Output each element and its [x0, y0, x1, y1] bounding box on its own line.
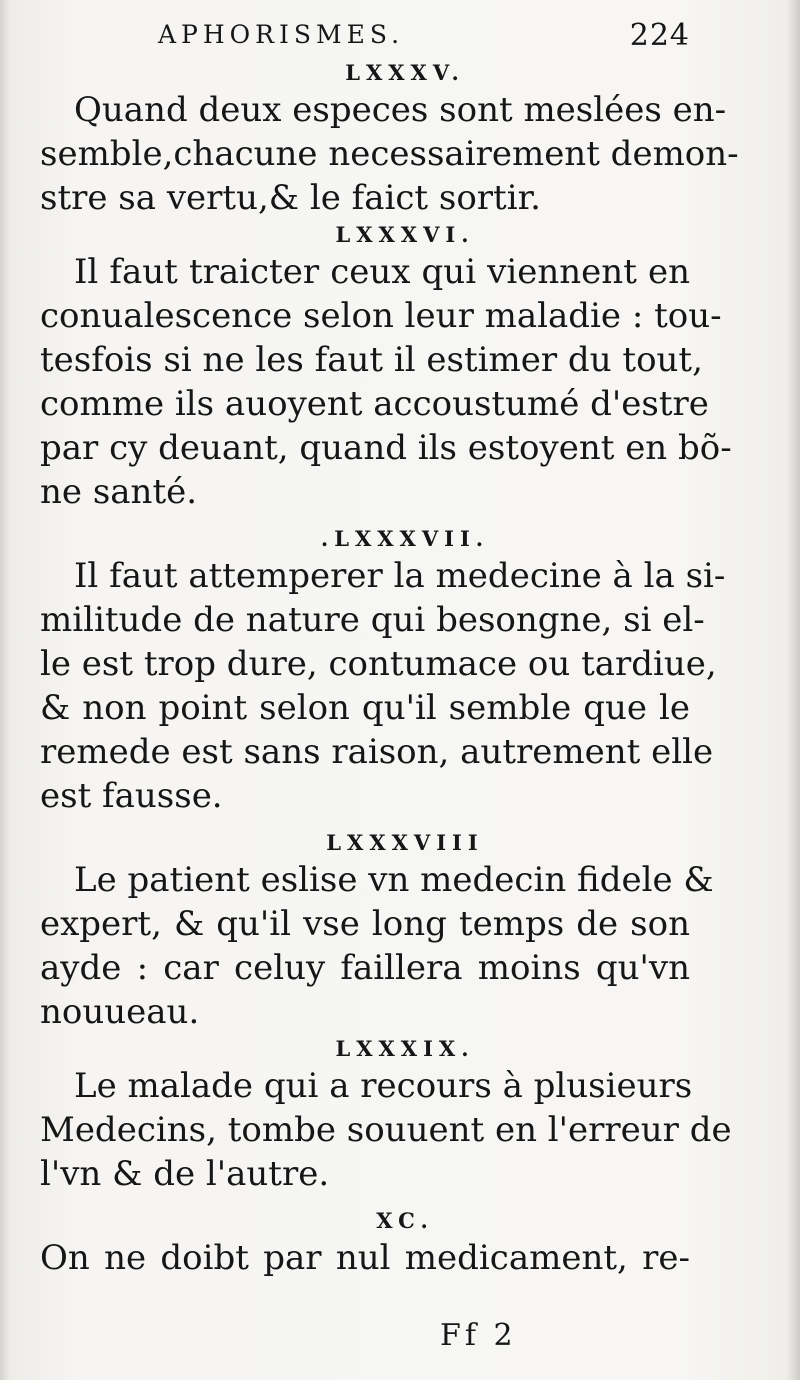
aphorism-number: LXXXVIII: [326, 830, 484, 855]
text-line: nouueau.: [40, 992, 200, 1032]
text-line: comme ils auoyent accoustumé d'estre: [40, 384, 709, 424]
text-line: tesfois si ne les faut il estimer du tout,: [40, 340, 703, 380]
aphorism-number: .LXXXVII.: [320, 526, 490, 551]
aphorism-text: [40, 1236, 690, 1280]
text-line: ayde : car celuy faillera moins qu'vn: [40, 948, 690, 988]
text-line: par cy deuant, quand ils estoyent en bõ-: [40, 428, 732, 468]
aphorism-number: XC.: [376, 1208, 434, 1233]
text-line: est fausse.: [40, 776, 223, 816]
aphorism-number: LXXXVI.: [335, 222, 475, 247]
page-header: [40, 18, 690, 54]
text-line: Le patient eslise vn medecin fidele &: [74, 860, 714, 900]
text-line: Medecins, tombe souuent en l'erreur de: [40, 1110, 732, 1150]
page-body: [40, 58, 739, 1280]
text-line: Il faut attemperer la medecine à la si-: [74, 556, 726, 596]
aphorism-text: [40, 250, 732, 514]
text-line: & non point selon qu'il semble que le: [40, 688, 690, 728]
text-line: On ne doibt par nul medicament, re-: [40, 1238, 690, 1278]
text-line: expert, & qu'il vse long temps de son: [40, 904, 690, 944]
text-line: semble,chacune necessairement demon-: [40, 134, 739, 174]
text-line: le est trop dure, contumace ou tardiue,: [40, 644, 717, 684]
text-line: Il faut traicter ceux qui viennent en: [74, 252, 690, 292]
page-shadow-right: [786, 0, 800, 1380]
text-line: remede est sans raison, autrement elle: [40, 732, 714, 772]
text-line: conualescence selon leur maladie : tou-: [40, 296, 722, 336]
text-line: militude de nature qui besongne, si el-: [40, 600, 705, 640]
text-line: ne santé.: [40, 472, 198, 512]
aphorism-text: [40, 858, 714, 1034]
aphorism-text: [40, 554, 726, 818]
aphorism-number: LXXXIX.: [335, 1036, 475, 1061]
text-line: Le malade qui a recours à plusieurs: [74, 1066, 693, 1106]
aphorism-text: [40, 88, 739, 220]
text-line: stre sa vertu,& le faict sortir.: [40, 178, 541, 218]
running-head: APHORISMES.: [158, 20, 405, 49]
aphorism-number: LXXXV.: [345, 60, 465, 85]
text-line: l'vn & de l'autre.: [40, 1154, 330, 1194]
aphorism-text: [40, 1064, 732, 1196]
signature-mark: Ff 2: [440, 1318, 517, 1353]
page-shadow-left: [0, 0, 10, 1380]
text-line: Quand deux especes sont meslées en-: [74, 90, 727, 130]
page-number: 224: [629, 18, 690, 53]
